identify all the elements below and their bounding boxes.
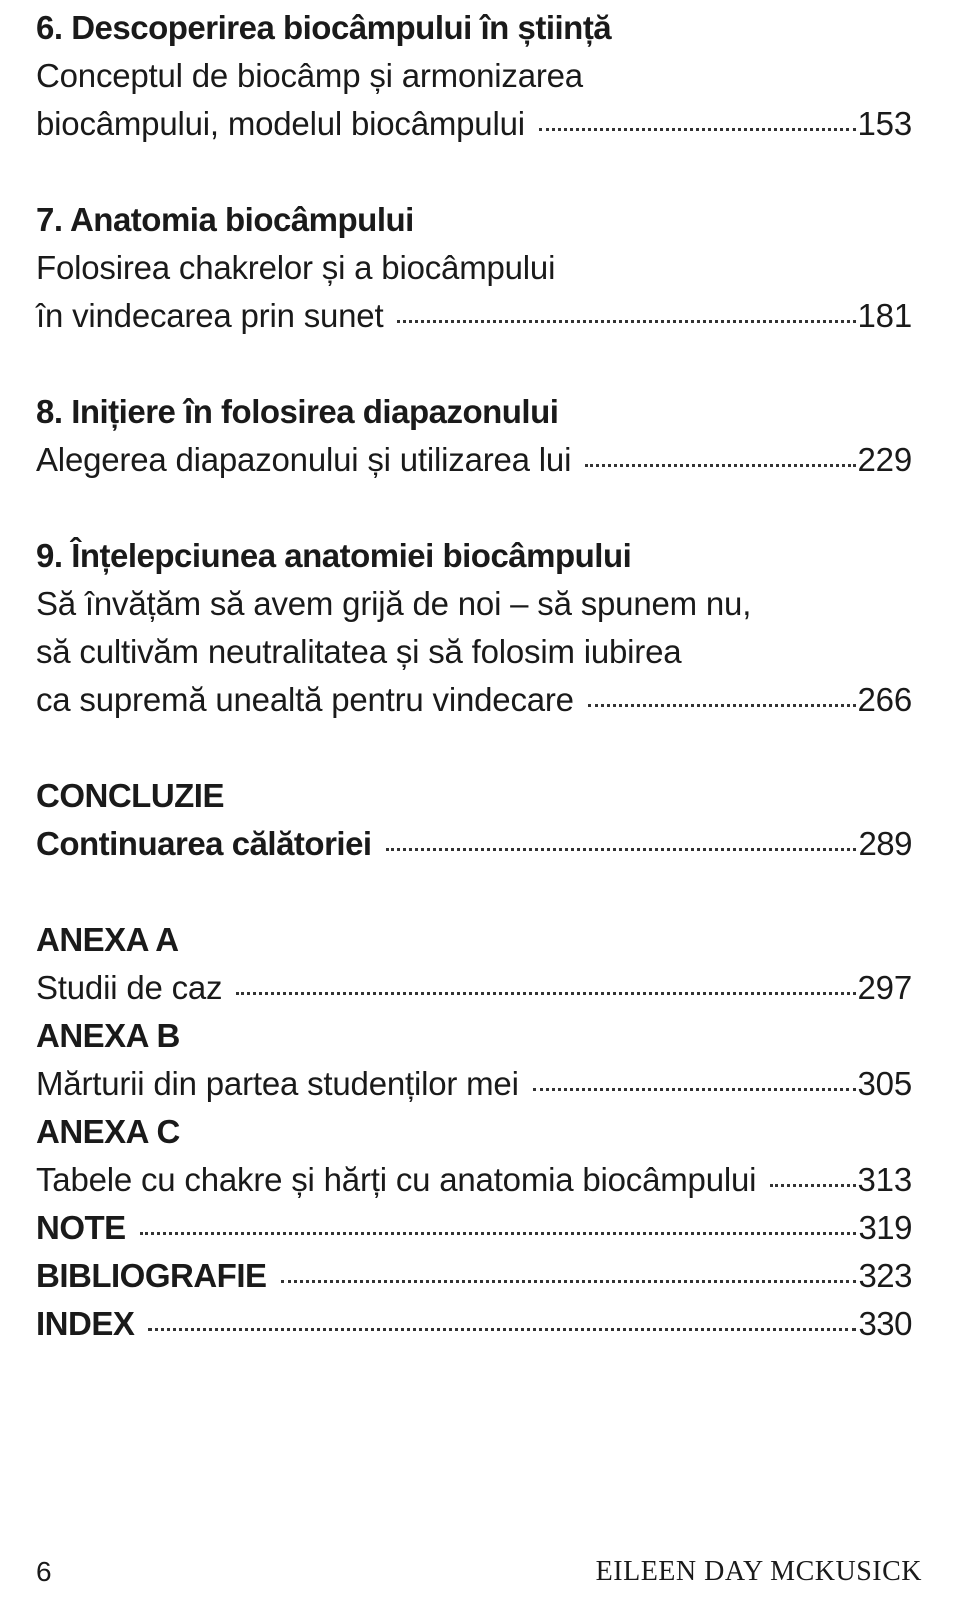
chapter-subtitle-text: Alegerea diapazonului și utilizarea lui (36, 441, 572, 478)
chapter-heading: 7. Anatomia biocâmpului (36, 201, 414, 238)
back-matter-title: NOTE (36, 1209, 126, 1246)
back-matter-line (36, 1252, 912, 1300)
dot-leader (140, 1232, 857, 1235)
chapter-subtitle-text: în vindecarea prin sunet (36, 297, 384, 334)
section-title-text: Continuarea călătoriei (36, 825, 372, 862)
toc-entry-notes (36, 1204, 912, 1252)
toc-entry-conclusion (36, 772, 912, 868)
dot-leader (386, 848, 857, 851)
chapter-subtitle-line: să cultivăm neutralitatea și să folosim iubirea (36, 633, 682, 670)
back-matter-line (36, 1300, 912, 1348)
annex-heading: ANEXA C (36, 1113, 180, 1150)
back-matter-title: BIBLIOGRAFIE (36, 1257, 267, 1294)
annex-title-line (36, 1156, 912, 1204)
chapter-heading: 9. Înțelepciunea anatomiei biocâmpului (36, 537, 632, 574)
chapter-subtitle-last-line (36, 676, 912, 724)
annex-title-line (36, 1060, 912, 1108)
dot-leader (770, 1184, 855, 1187)
chapter-subtitle-last-line (36, 100, 912, 148)
page-number: 297 (857, 969, 912, 1006)
toc-entry-bibliography (36, 1252, 912, 1300)
page-number: 266 (857, 681, 912, 718)
back-matter-line (36, 1204, 912, 1252)
dot-leader (588, 704, 856, 707)
table-of-contents (36, 4, 912, 1348)
dot-leader (585, 464, 855, 467)
annex-heading: ANEXA A (36, 921, 179, 958)
chapter-heading: 6. Descoperirea biocâmpului în știință (36, 9, 612, 46)
dot-leader (397, 320, 855, 323)
chapter-subtitle-line: Să învățăm să avem grijă de noi – să spunem nu, (36, 585, 752, 622)
section-title-line (36, 820, 912, 868)
toc-entry-chapter-9 (36, 532, 912, 724)
back-matter-title: INDEX (36, 1305, 135, 1342)
toc-entry-chapter-7 (36, 196, 912, 340)
dot-leader (281, 1280, 857, 1283)
chapter-subtitle-last-line (36, 292, 912, 340)
chapter-heading: 8. Inițiere în folosirea diapazonului (36, 393, 559, 430)
annex-title-text: Mărturii din partea studenților mei (36, 1065, 519, 1102)
chapter-subtitle-line: Folosirea chakrelor și a biocâmpului (36, 249, 556, 286)
annex-heading: ANEXA B (36, 1017, 180, 1054)
chapter-subtitle-text: ca supremă unealtă pentru vindecare (36, 681, 574, 718)
page-number: 181 (857, 297, 912, 334)
chapter-subtitle-last-line (36, 436, 912, 484)
page-number: 153 (857, 105, 912, 142)
page-number: 330 (858, 1305, 912, 1342)
section-heading: CONCLUZIE (36, 777, 224, 814)
toc-entry-chapter-8 (36, 388, 912, 484)
page-number: 305 (857, 1065, 912, 1102)
page-number: 313 (857, 1161, 912, 1198)
page-number: 319 (858, 1209, 912, 1246)
toc-entry-index (36, 1300, 912, 1348)
annex-title-text: Studii de caz (36, 969, 223, 1006)
footer-page-number: 6 (36, 1556, 52, 1587)
toc-entry-annex-c (36, 1108, 912, 1204)
page-number: 323 (858, 1257, 912, 1294)
annex-title-line (36, 964, 912, 1012)
annex-title-text: Tabele cu chakre și hărți cu anatomia biocâmpului (36, 1161, 757, 1198)
dot-leader (148, 1328, 856, 1331)
page-number: 229 (857, 441, 912, 478)
dot-leader (236, 992, 855, 995)
toc-entry-chapter-6 (36, 4, 912, 148)
chapter-subtitle-text: biocâmpului, modelul biocâmpului (36, 105, 525, 142)
dot-leader (539, 128, 856, 131)
chapter-subtitle-line: Conceptul de biocâmp și armonizarea (36, 57, 583, 94)
page-number: 289 (858, 825, 912, 862)
footer-author: EILEEN DAY MCKUSICK (595, 1556, 922, 1587)
toc-entry-annex-a (36, 916, 912, 1012)
dot-leader (533, 1088, 856, 1091)
toc-entry-annex-b (36, 1012, 912, 1108)
